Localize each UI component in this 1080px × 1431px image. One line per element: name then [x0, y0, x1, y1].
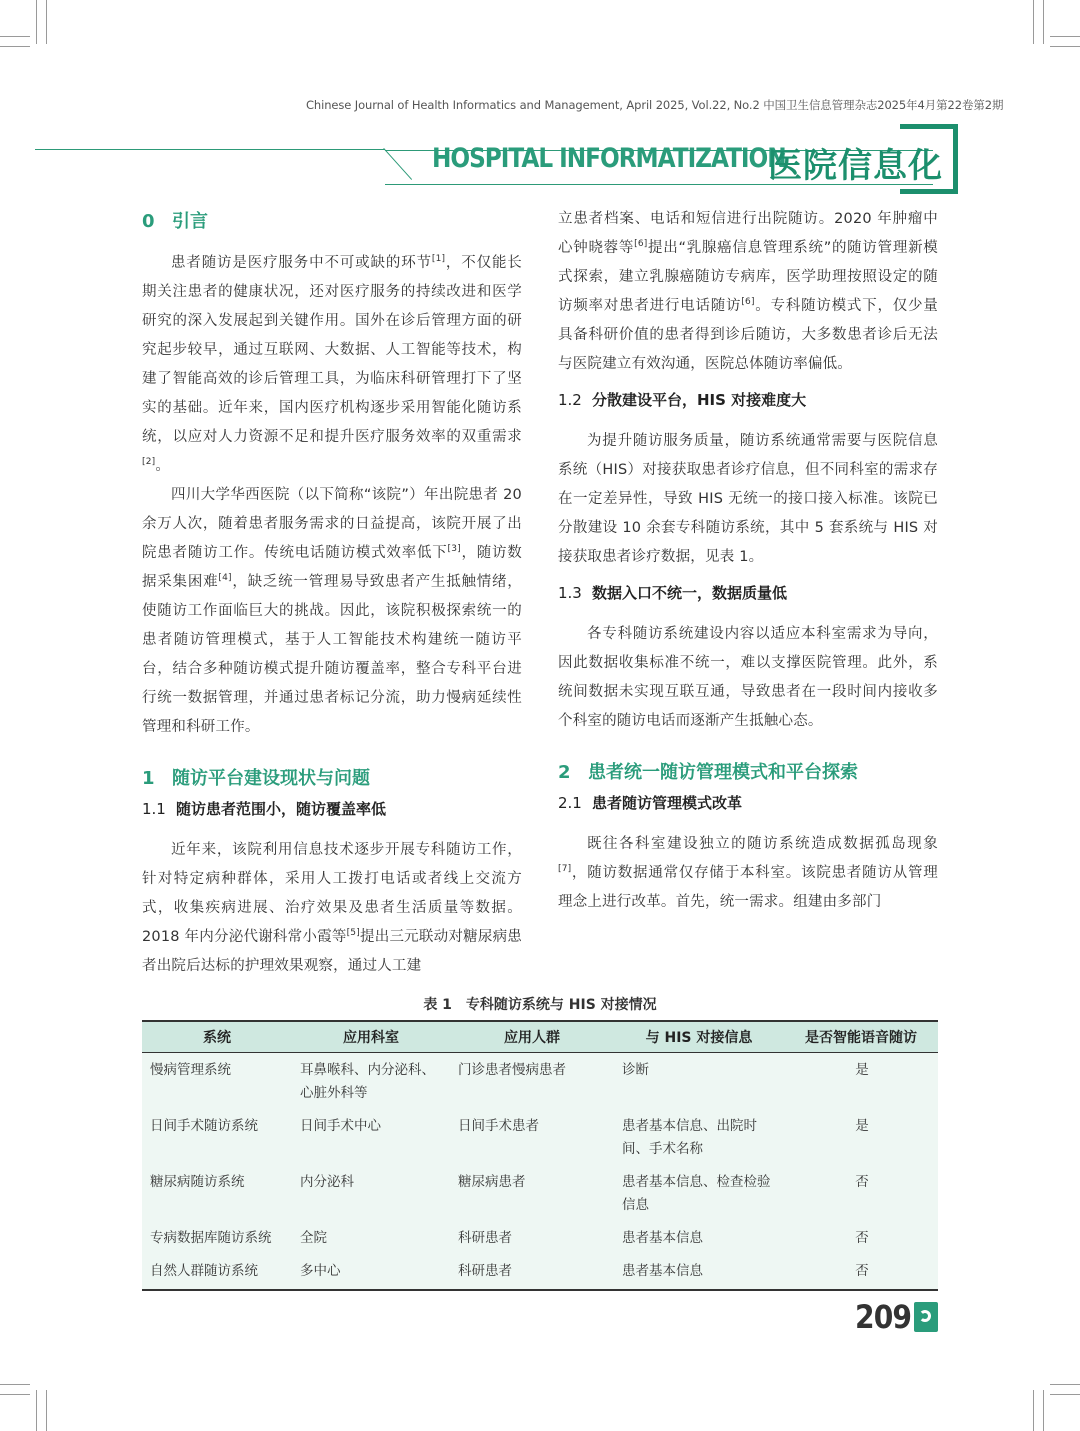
citation: [1] — [431, 254, 446, 265]
column-header: 应用科室 — [292, 1021, 450, 1053]
table-row — [142, 1053, 938, 1110]
table-cell: 自然人群随访系统 — [142, 1254, 292, 1290]
table-cell: 患者基本信息 — [614, 1221, 784, 1254]
table-cell: 日间手术随访系统 — [142, 1109, 292, 1165]
subsection-heading: 2.1 患者随访管理模式改革 — [558, 794, 743, 812]
crop-mark — [0, 46, 30, 47]
table-row — [142, 1165, 938, 1221]
crop-mark — [0, 1394, 30, 1395]
paragraph: 既往各科室建设独立的随访系统造成数据孤岛现象[7]，随访数据通常仅存储于本科室。该院患者随访从管理理念上进行改革。首先，统一需求。组建由多部门 — [558, 836, 938, 910]
crop-mark — [36, 0, 37, 44]
citation: [4] — [218, 573, 232, 584]
crop-mark — [1050, 46, 1080, 47]
banner-rule — [35, 149, 385, 150]
table-row — [142, 1221, 938, 1254]
section-title-zh: 医院信息化 — [768, 146, 943, 186]
section-title: 引言 — [172, 211, 208, 232]
column-header: 是否智能语音随访 — [784, 1021, 938, 1053]
table-cell: 科研患者 — [450, 1254, 614, 1290]
crop-mark — [46, 1390, 47, 1431]
table-cell: 是 — [784, 1053, 938, 1110]
crop-mark — [46, 0, 47, 44]
subsection-heading: 1.2 分散建设平台，HIS 对接难度大 — [558, 391, 807, 409]
paragraph: 近年来，该院利用信息技术逐步开展专科随访工作，针对特定病种群体，采用人工拨打电话或者线上交流方式，收集疾病进展、治疗效果及患者生活质量等数据。2018 年内分泌代谢科常小霞等[5]提出三元联动对糖尿病患者出院后达标的护理效果观察，通过人工建 — [142, 842, 522, 974]
section-number: 1 — [142, 768, 155, 789]
table-cell: 科研患者 — [450, 1221, 614, 1254]
table-cell: 糖尿病随访系统 — [142, 1165, 292, 1221]
subsection-heading: 1.3 数据入口不统一，数据质量低 — [558, 584, 788, 602]
table-cell: 糖尿病患者 — [450, 1165, 614, 1221]
column-header: 应用人群 — [450, 1021, 614, 1053]
page-number: 209 — [855, 1298, 912, 1336]
crop-mark — [0, 1384, 30, 1385]
crop-mark — [1050, 1394, 1080, 1395]
section-number: 2 — [558, 762, 571, 783]
table-caption: 表 1 专科随访系统与 HIS 对接情况 — [423, 997, 657, 1013]
paragraph: 四川大学华西医院（以下简称“该院”）年出院患者 20 余万人次，随着患者服务需求的日益提高，该院开展了出院患者随访工作。传统电话随访模式效率低下[3]，随访数据采集困难[4]，缺乏统一管理易导致患者产生抵触情绪，使随访工作面临巨大的挑战。因此，该院积极探索统一的患者随访管理模式，基于人工智能技术构建统一随访平台，结合多种随访模式提升随访覆盖率，整合专科平台进行统一数据管理，并通过患者标记分流，助力慢病延续性管理和科研工作。 — [142, 487, 522, 735]
table-cell: 否 — [784, 1165, 938, 1221]
column-header: 系统 — [142, 1021, 292, 1053]
column-header: 与 HIS 对接信息 — [614, 1021, 784, 1053]
section-title: 患者统一随访管理模式和平台探索 — [588, 762, 858, 783]
subsection-heading: 1.1 随访患者范围小，随访覆盖率低 — [142, 800, 387, 818]
crop-mark — [1050, 36, 1080, 37]
crop-mark — [1050, 1384, 1080, 1385]
citation: [3] — [447, 544, 461, 555]
table-cell: 日间手术患者 — [450, 1109, 614, 1165]
journal-running-header: Chinese Journal of Health Informatics and Management, April 2025, Vol.22, No.2 中国卫生信息管理杂志2025年4月第22卷第2期 — [306, 98, 1004, 112]
left-column — [142, 205, 522, 981]
banner-bracket — [900, 124, 958, 194]
citation: [2] — [142, 457, 156, 468]
table-cell: 慢病管理系统 — [142, 1053, 292, 1110]
followup-systems-table — [142, 1020, 938, 1291]
table-cell: 专病数据库随访系统 — [142, 1221, 292, 1254]
table-cell: 日间手术中心 — [292, 1109, 450, 1165]
table-cell: 是 — [784, 1109, 938, 1165]
table-cell: 患者基本信息、检查检验信息 — [614, 1165, 784, 1221]
crop-mark — [0, 36, 30, 37]
crop-mark — [36, 1390, 37, 1431]
section-number: 0 — [142, 211, 155, 232]
table-cell: 诊断 — [614, 1053, 784, 1110]
citation: [6] — [634, 239, 648, 250]
table-cell: 耳鼻喉科、内分泌科、心脏外科等 — [292, 1053, 450, 1110]
table-cell: 患者基本信息 — [614, 1254, 784, 1290]
citation: [6] — [741, 297, 755, 308]
table-cell: 全院 — [292, 1221, 450, 1254]
paragraph: 为提升随访服务质量，随访系统通常需要与医院信息系统（HIS）对接获取患者诊疗信息，但不同科室的需求存在一定差异性，导致 HIS 无统一的接口接入标准。该院已分散建设 10 余套专科随访系统，其中 5 套系统与 HIS 对接获取患者诊疗数据，见表 1。 — [558, 433, 938, 565]
right-column — [558, 205, 938, 917]
table-cell: 多中心 — [292, 1254, 450, 1290]
table-cell: 内分泌科 — [292, 1165, 450, 1221]
crop-mark — [1043, 0, 1044, 44]
citation: [7] — [558, 864, 572, 875]
page-marker-icon — [914, 1302, 938, 1332]
table-row — [142, 1254, 938, 1290]
table-cell: 否 — [784, 1254, 938, 1290]
table-cell: 门诊患者慢病患者 — [450, 1053, 614, 1110]
section-heading — [558, 756, 938, 790]
crop-mark — [1033, 0, 1034, 44]
section-title: 随访平台建设现状与问题 — [172, 768, 370, 789]
table-header-row — [142, 1021, 938, 1053]
section-heading — [142, 205, 522, 239]
section-heading — [142, 762, 522, 796]
citation: [5] — [346, 928, 360, 939]
paragraph: 各专科随访系统建设内容以适应本科室需求为导向，因此数据收集标准不统一，难以支撑医院管理。此外，系统间数据未实现互联互通，导致患者在一段时间内接收多个科室的随访电话而逐渐产生抵触心态。 — [558, 626, 938, 729]
table-row — [142, 1109, 938, 1165]
table-cell: 否 — [784, 1221, 938, 1254]
paragraph: 患者随访是医疗服务中不可或缺的环节[1]，不仅能长期关注患者的健康状况，还对医疗服务的持续改进和医学研究的深入发展起到关键作用。国外在诊后管理方面的研究起步较早，通过互联网、大数据、人工智能等技术，构建了智能高效的诊后管理工具，为临床科研管理打下了坚实的基础。近年来，国内医疗机构逐步采用智能化随访系统，以应对人力资源不足和提升医疗服务效率的双重需求[2]。 — [142, 254, 523, 474]
section-title-en: HOSPITAL INFORMATIZATION — [432, 143, 786, 174]
crop-mark — [1043, 1390, 1044, 1431]
paragraph: 立患者档案、电话和短信进行出院随访。2020 年肿瘤中心钟晓蓉等[6]提出“乳腺癌信息管理系统”的随访管理新模式探索，建立乳腺癌随访专病库，医学助理按照设定的随访频率对患者进行电话随访[6]。专科随访模式下，仅少量具备科研价值的患者得到诊后随访，大多数患者诊后无法与医院建立有效沟通，医院总体随访率偏低。 — [558, 211, 939, 372]
table-cell: 患者基本信息、出院时间、手术名称 — [614, 1109, 784, 1165]
crop-mark — [1033, 1390, 1034, 1431]
